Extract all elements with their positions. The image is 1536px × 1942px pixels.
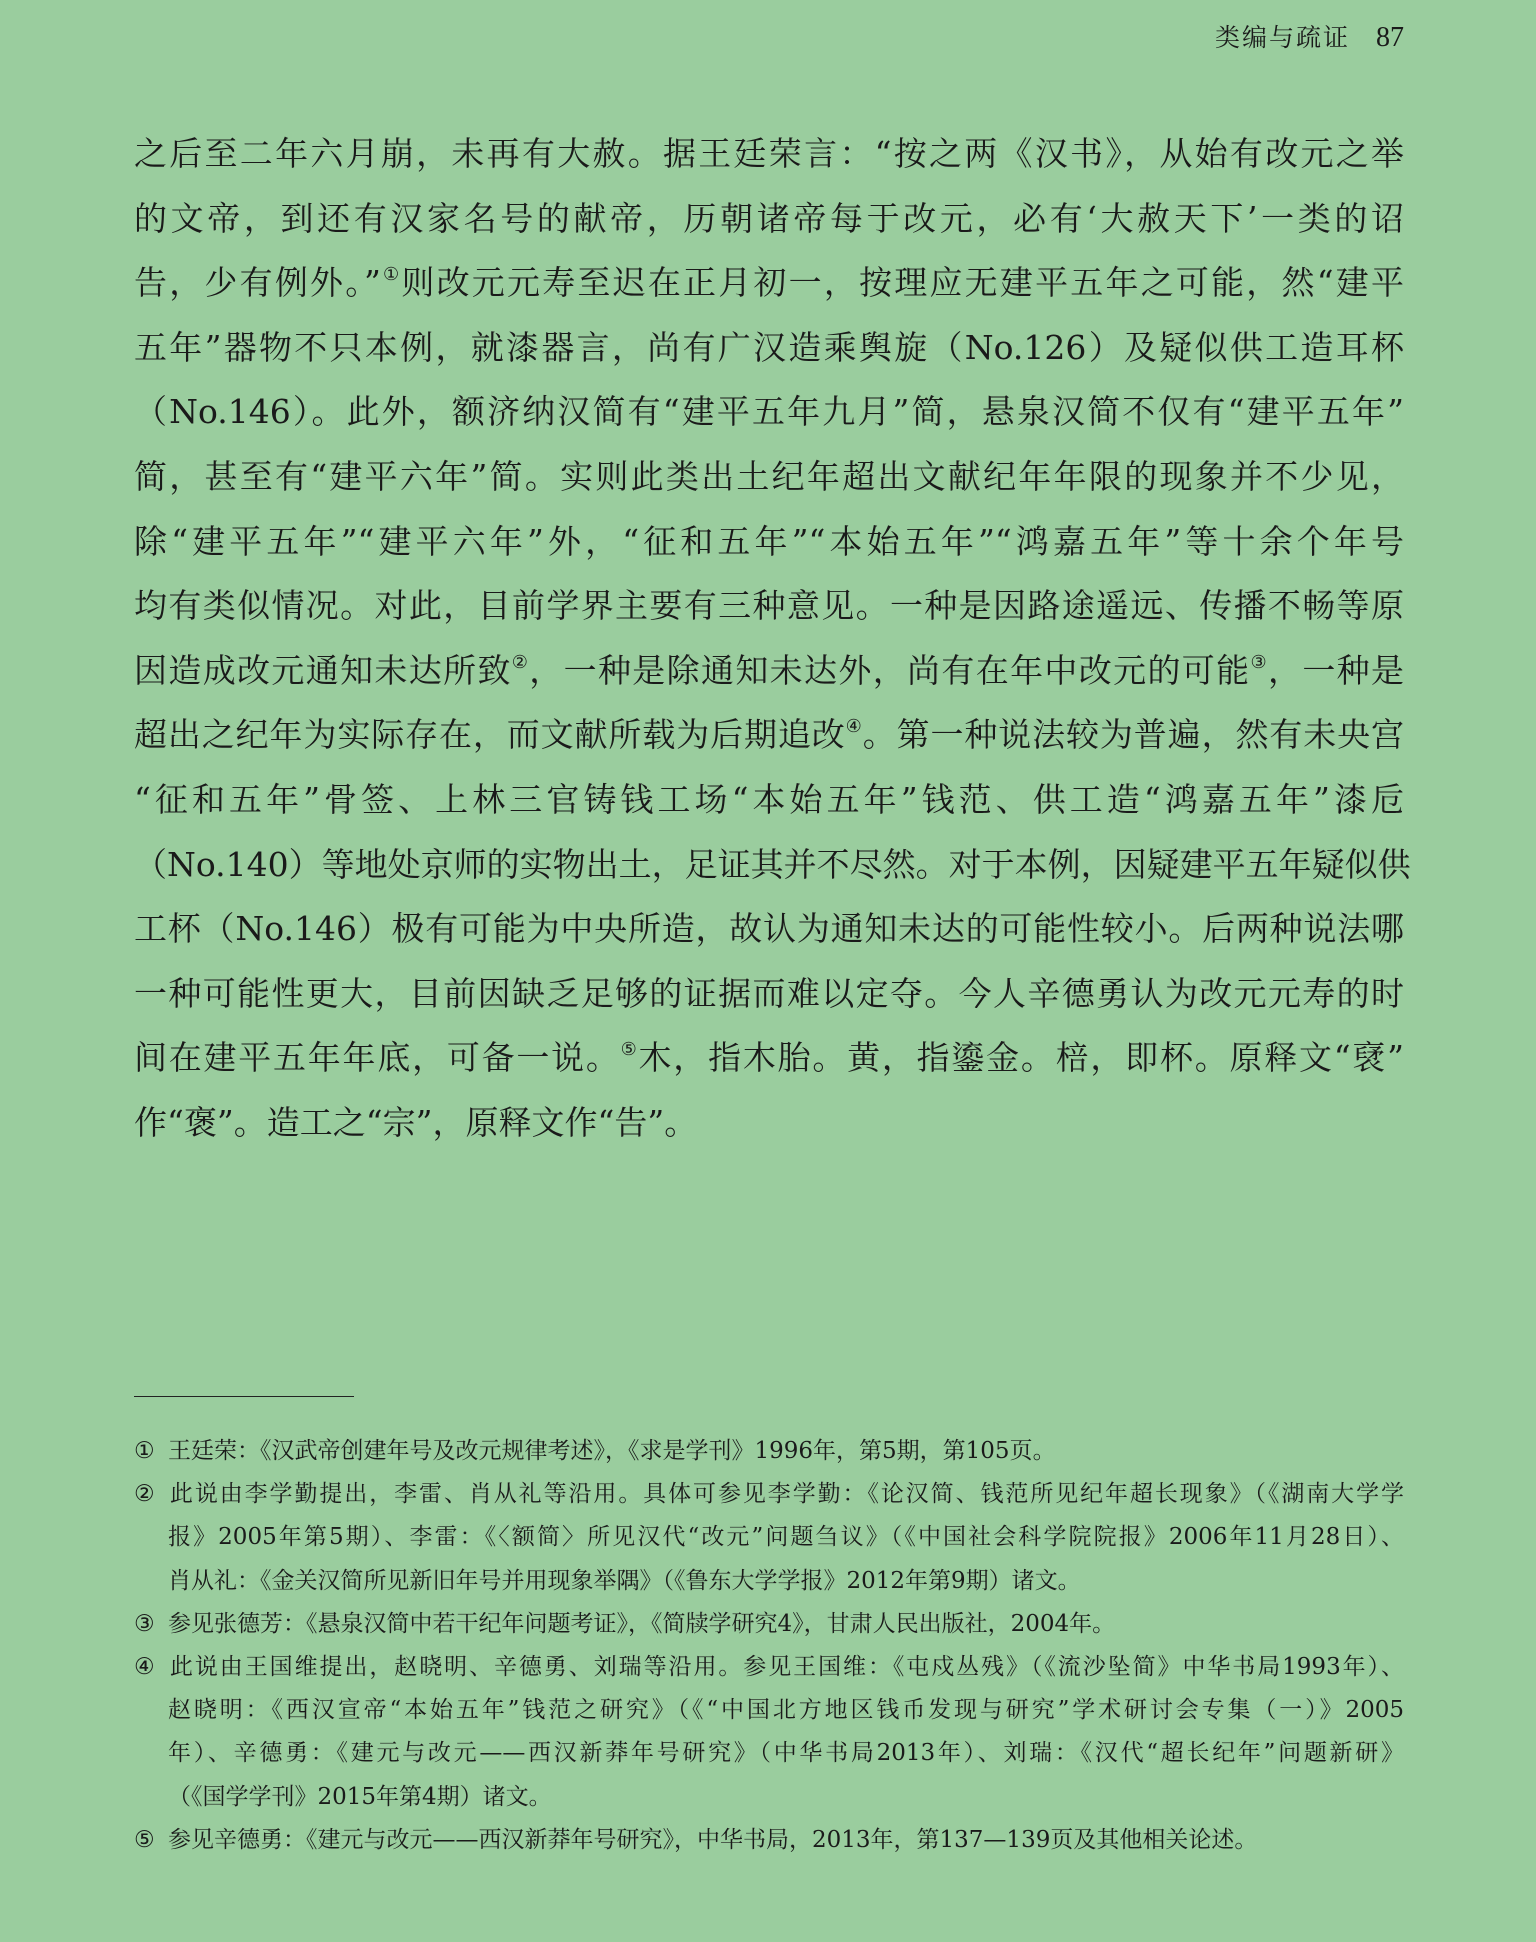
body-text-segment: 作“褒”。造工之“宗”，原释文作“告”。 [134, 1102, 698, 1142]
body-line [134, 1091, 1404, 1156]
body-text-segment: 木，指木胎。黄，指鎏金。棓，即杯。原释文“裦” [638, 1038, 1405, 1078]
footnote-ref[interactable]: ④ [845, 716, 863, 738]
footnote-text: 参见辛德勇：《建元与改元——西汉新莽年号研究》，中华书局，2013年，第137—139页及其他相关论述。 [168, 1826, 1258, 1853]
body-line [134, 962, 1404, 1027]
footnotes [134, 1430, 1404, 1862]
body-line [134, 639, 1404, 704]
body-text-segment: 间在建平五年年底，可备一说。 [134, 1038, 621, 1078]
body-line [134, 1026, 1404, 1091]
body-text-segment: 之后至二年六月崩，未再有大赦。据王廷荣言：“按之两《汉书》，从始有改元之举 [134, 134, 1404, 173]
footnote-text: 参见张德芳：《悬泉汉简中若干纪年问题考证》，《简牍学研究4》，甘肃人民出版社，2004年。 [168, 1610, 1116, 1637]
body-line [134, 574, 1404, 639]
footnote-line [134, 1516, 1404, 1559]
body-text-segment: 除“建平五年”“建平六年”外，“征和五年”“本始五年”“鸿嘉五年”等十余个年号 [134, 521, 1404, 561]
footnote-line [134, 1689, 1404, 1732]
body-text-segment: 均有类似情况。对此，目前学界主要有三种意见。一种是因路途遥远、传播不畅等原 [134, 586, 1404, 626]
body-line [134, 510, 1404, 575]
footnote-ref[interactable]: ⑤ [620, 1039, 639, 1061]
footnote-text: 报》2005年第5期）、李雷：《〈额简〉所见汉代“改元”问题刍议》（《中国社会科学院院报》2006年11月28日）、 [168, 1524, 1404, 1551]
footnote-text: （《国学学刊》2015年第4期）诸文。 [168, 1783, 552, 1810]
body-text-segment: ，一种是除通知未达外，尚有在年中改元的可能 [529, 650, 1251, 690]
running-header [1215, 18, 1404, 54]
body-text-segment: （No.140）等地处京师的实物出土，足证其并不尽然。对于本例，因疑建平五年疑似供 [134, 844, 1411, 884]
footnote-line [134, 1560, 1404, 1603]
footnote-line [134, 1646, 1404, 1689]
body-text-segment: ，一种是 [1267, 650, 1404, 690]
body-text [134, 122, 1411, 1156]
footnote-line [134, 1819, 1404, 1862]
footnote-text: 王廷荣：《汉武帝创建年号及改元规律考述》，《求是学刊》1996年，第5期，第105页。 [168, 1438, 1056, 1464]
footnote-line [134, 1473, 1404, 1516]
footnote-line [134, 1732, 1404, 1775]
body-line [134, 122, 1404, 187]
footnote-text: 此说由王国维提出，赵晓明、辛德勇、刘瑞等沿用。参见王国维：《屯戍丛残》（《流沙坠简》中华书局1993年）、 [168, 1653, 1404, 1680]
footnote-line [134, 1603, 1404, 1646]
body-line [134, 768, 1404, 833]
body-text-segment: 超出之纪年为实际存在，而文献所载为后期追改 [134, 715, 846, 755]
body-text-segment: 因造成改元通知未达所致 [134, 650, 512, 690]
body-line [134, 833, 1411, 898]
footnote-marker: ④ [134, 1653, 155, 1680]
footnote-line [134, 1776, 1404, 1819]
body-text-segment: 的文帝，到还有汉家名号的献帝，历朝诸帝每于改元，必有‘大赦天下’一类的诏 [134, 198, 1404, 238]
body-line [134, 897, 1404, 962]
footnote-ref[interactable]: ① [380, 264, 402, 286]
footnote-divider [134, 1396, 354, 1397]
body-line [134, 380, 1404, 445]
footnote-marker: ⑤ [134, 1826, 155, 1853]
body-text-segment: 则改元元寿至迟在正月初一，按理应无建平五年之可能，然“建平 [401, 263, 1405, 303]
footnote-ref[interactable]: ② [511, 651, 530, 673]
footnote-ref[interactable]: ③ [1250, 651, 1268, 673]
body-text-segment: 五年”器物不只本例，就漆器言，尚有广汉造乘舆旋（No.126）及疑似供工造耳杯 [134, 327, 1404, 367]
body-text-segment: 工杯（No.146）极有可能为中央所造，故认为通知未达的可能性较小。后两种说法哪 [134, 909, 1404, 949]
footnote-text: 此说由李学勤提出，李雷、肖从礼等沿用。具体可参见李学勤：《论汉简、钱范所见纪年超长现象》（《湖南大学学 [168, 1481, 1404, 1508]
footnote-marker: ② [134, 1481, 155, 1508]
body-line [134, 703, 1404, 768]
body-text-segment: “征和五年”骨签、上林三官铸钱工场“本始五年”钱范、供工造“鸿嘉五年”漆卮 [134, 779, 1404, 819]
footnote-line [134, 1430, 1404, 1473]
footnote-text: 肖从礼：《金关汉简所见新旧年号并用现象举隅》（《鲁东大学学报》2012年第9期）诸文。 [168, 1567, 1081, 1594]
body-text-segment: 一种可能性更大，目前因缺乏足够的证据而难以定夺。今人辛德勇认为改元元寿的时 [134, 973, 1404, 1013]
page-number: 87 [1376, 22, 1404, 53]
running-header-title: 类编与疏证 [1214, 23, 1350, 52]
body-line [134, 251, 1404, 316]
footnote-text: 年）、辛德勇：《建元与改元——西汉新莽年号研究》（中华书局2013年）、刘瑞：《汉代“超长纪年”问题新研》 [168, 1740, 1404, 1767]
body-text-segment: 简，甚至有“建平六年”简。实则此类出土纪年超出文献纪年年限的现象并不少见， [134, 456, 1404, 496]
body-text-segment: 。第一种说法较为普遍，然有未央宫 [862, 715, 1405, 755]
body-line [134, 316, 1404, 381]
body-text-segment: （No.146）。此外，额济纳汉简有“建平五年九月”简，悬泉汉简不仅有“建平五年” [134, 392, 1404, 432]
footnote-marker: ① [134, 1438, 155, 1464]
body-line [134, 187, 1404, 252]
footnote-text: 赵晓明：《西汉宣帝“本始五年”钱范之研究》（《“中国北方地区钱币发现与研究”学术研讨会专集（一）》2005 [168, 1697, 1404, 1724]
body-line [134, 445, 1404, 510]
footnote-marker: ③ [134, 1610, 155, 1637]
body-text-segment: 告，少有例外。” [134, 263, 381, 303]
